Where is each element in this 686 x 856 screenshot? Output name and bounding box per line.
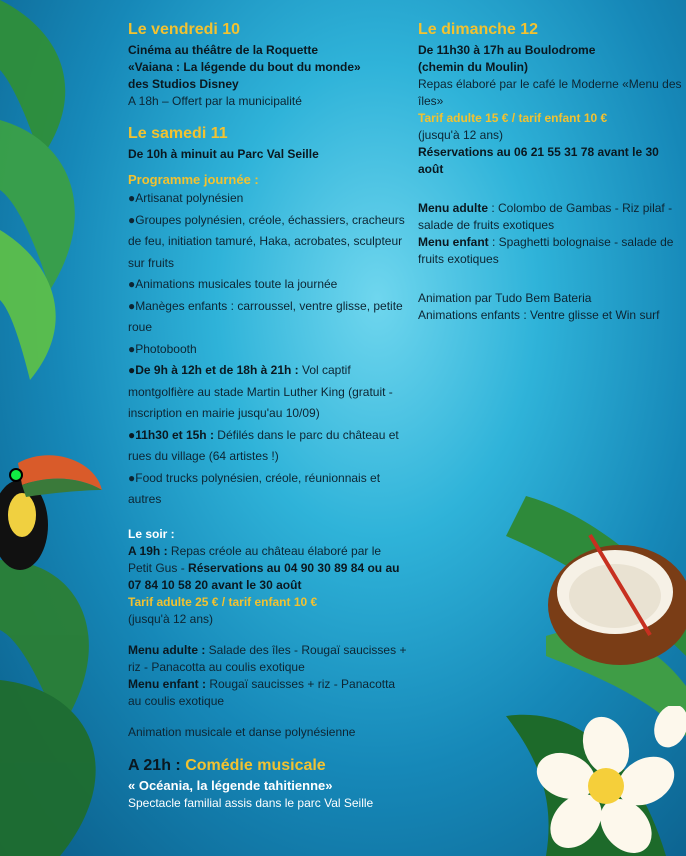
evening-animation: Animation musicale et danse polynésienne xyxy=(128,724,356,739)
sunday-menu-adult: Menu adulte : Colombo de Gambas - Riz pilaf - salade de fruits exotiques xyxy=(418,201,673,232)
sunday-menu-child: Menu enfant : Spaghetti bolognaise - salade de fruits exotiques xyxy=(418,235,674,266)
show-name: « Océania, la légende tahitienne» xyxy=(128,777,333,793)
sunday-line3: Repas élaboré par le café le Moderne «Menu des îles» xyxy=(418,77,682,108)
sunday-animation-1: Animation par Tudo Bem Bateria xyxy=(418,291,592,305)
coconut-icon xyxy=(520,530,686,690)
menu-child: Menu enfant : Rougaï saucisses + riz - Panacotta au coulis exotique xyxy=(128,676,396,708)
sunday-reservation: Réservations au 06 21 55 31 78 avant le 30 août xyxy=(418,145,659,176)
palm-leaves-left xyxy=(0,0,140,856)
toucan-icon xyxy=(0,435,110,575)
list-item: ●De 9h à 12h et de 18h à 21h : Vol captif montgolfière au stade Martin Luther King (gratuit - inscription en mairie jusqu'au 10/09) xyxy=(128,363,393,420)
friday-line3: des Studios Disney xyxy=(128,77,239,91)
right-column xyxy=(418,20,686,324)
list-item: ●Groupes polynésien, créole, échassiers, cracheurs de feu, initiation tamuré, Haka, acrobates, sculpteur sur fruits xyxy=(128,212,405,270)
list-item: ●Manèges enfants : carroussel, ventre glisse, petite roue xyxy=(128,298,403,334)
sunday-line2: (chemin du Moulin) xyxy=(418,60,528,74)
frangipani-flower-icon xyxy=(536,706,686,856)
left-column xyxy=(128,20,408,812)
saturday-heading: Le samedi 11 xyxy=(128,125,228,142)
list-item: ●Photobooth xyxy=(128,341,197,356)
show-heading: A 21h : Comédie musicale xyxy=(128,756,326,774)
friday-line2: «Vaiana : La légende du bout du monde» xyxy=(128,60,361,74)
list-item: ●11h30 et 15h : Défilés dans le parc du château et rues du village (64 artistes !) xyxy=(128,427,399,463)
list-item: ●Animations musicales toute la journée xyxy=(128,277,338,291)
show-description: Spectacle familial assis dans le parc Val Seille xyxy=(128,795,374,810)
evening-tarif-note: (jusqu'à 12 ans) xyxy=(128,611,214,626)
sunday-heading: Le dimanche 12 xyxy=(418,21,539,38)
menu-adult: Menu adulte : Salade des îles - Rougaï saucisses + riz - Panacotta au coulis exotique xyxy=(128,642,407,674)
evening-tarif: Tarif adulte 25 € / tarif enfant 10 € xyxy=(128,594,318,609)
saturday-subtitle: De 10h à minuit au Parc Val Seille xyxy=(128,147,319,161)
program-title: Programme journée : xyxy=(128,172,259,187)
friday-heading: Le vendredi 10 xyxy=(128,21,241,38)
evening-title: Le soir : xyxy=(128,526,175,541)
evening-dinner: A 19h : Repas créole au château élaboré par le Petit Gus - Réservations au 04 90 30 89 84 ou au 07 84 10 58 20 avant le 30 août xyxy=(128,543,400,592)
sunday-tarif: Tarif adulte 15 € / tarif enfant 10 € xyxy=(418,111,608,125)
sunday-animation-2: Animations enfants : Ventre glisse et Win surf xyxy=(418,308,660,322)
sunday-line1: De 11h30 à 17h au Boulodrome xyxy=(418,43,596,57)
list-item: ●Food trucks polynésien, créole, réunionnais et autres xyxy=(128,470,381,506)
friday-line1: Cinéma au théâtre de la Roquette xyxy=(128,43,319,57)
list-item: ●Artisanat polynésien xyxy=(128,191,244,205)
friday-line4: A 18h – Offert par la municipalité xyxy=(128,94,302,108)
sunday-tarif-note: (jusqu'à 12 ans) xyxy=(418,128,504,142)
